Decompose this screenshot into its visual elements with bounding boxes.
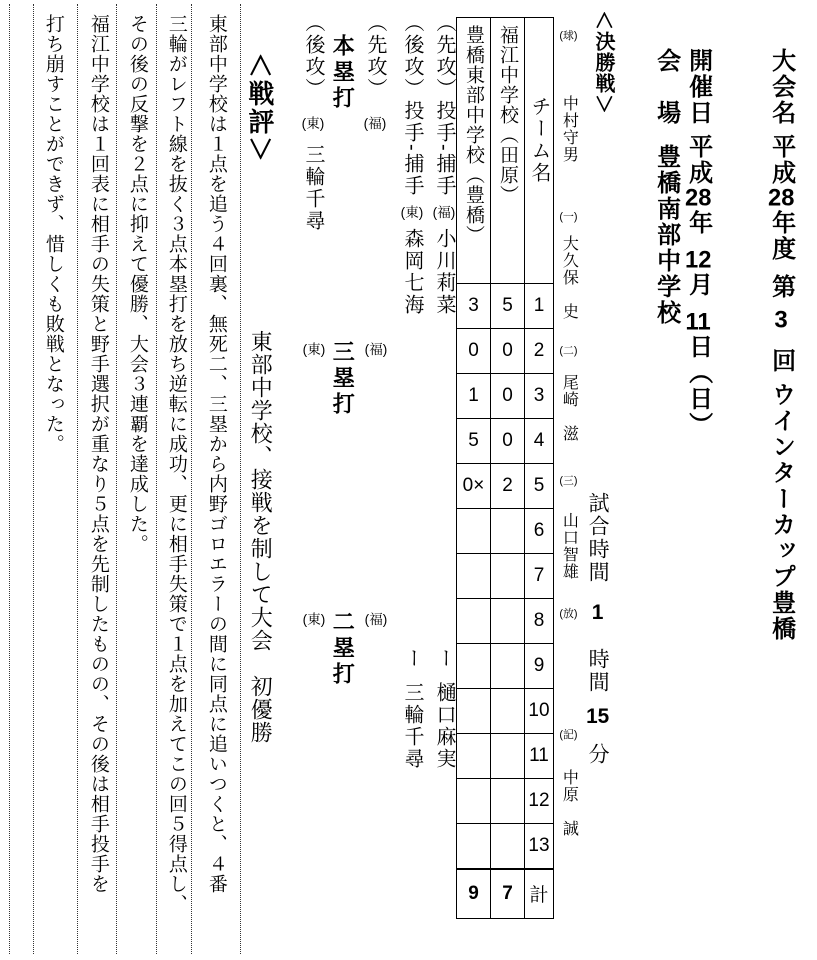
score-cell: 0 — [491, 419, 525, 464]
score-cell: 2 — [491, 464, 525, 509]
score-cell — [491, 644, 525, 689]
text-part: 日 — [684, 334, 712, 360]
triple-first-column — [364, 342, 387, 358]
score-cell: 1 — [457, 374, 491, 419]
team-mark-east: (東) — [301, 116, 325, 131]
score-cell: 0 — [457, 329, 491, 374]
divider-line — [240, 4, 241, 954]
inning-label: 5 — [525, 464, 554, 509]
score-cell — [457, 509, 491, 554]
score-cell — [457, 734, 491, 779]
date-weekday: （日） — [684, 360, 712, 438]
game-duration-label: 試合時間 — [586, 492, 610, 584]
text-part: 月 — [684, 272, 712, 298]
team-name-cell-fukue — [491, 18, 525, 284]
date-year: 28 — [685, 186, 712, 210]
team-mark-east: (東) — [302, 612, 326, 627]
inning-label: 10 — [525, 689, 554, 734]
text-part: 時間 — [586, 648, 610, 694]
official-role: (球) — [559, 30, 578, 42]
pitcher-name: 森岡七海 — [401, 228, 423, 317]
team-mark-fukue: (福) — [432, 204, 456, 220]
inning-label: 11 — [525, 734, 554, 779]
review-headline: 東部中学校、接戦を制して大会 初優勝 — [248, 330, 274, 744]
tournament-number: 3 — [774, 308, 788, 332]
review-line-2: 三輪がレフト線を抜く３点本塁打を放ち逆転に成功、更に相手失策で１点を加えてこの回５得点し、 — [165, 14, 187, 914]
score-cell — [491, 779, 525, 824]
text-part: 年 — [684, 210, 712, 236]
catcher-name: 樋口麻実 — [433, 682, 455, 770]
homerun-second-column — [301, 12, 324, 232]
inning-label: 1 — [525, 284, 554, 329]
game-duration-line — [585, 492, 609, 766]
official-name: 中村守男 — [560, 94, 578, 163]
score-cell: 0 — [491, 329, 525, 374]
team-name-fukue: 福江中学校（田原） — [497, 25, 518, 205]
score-cell: 0 — [491, 374, 525, 419]
official-name: 大久保 史 — [560, 235, 578, 320]
inning-label: 3 — [525, 374, 554, 419]
official-role: (三) — [559, 474, 578, 487]
score-cell — [457, 689, 491, 734]
double-first-column — [364, 612, 387, 628]
team-mark-fukue: (福) — [363, 116, 387, 131]
venue-line — [652, 48, 680, 326]
date-day: 11 — [685, 310, 711, 334]
divider-line — [116, 4, 117, 954]
game-duration-hours: 1 — [591, 602, 604, 623]
review-line-3: その後の反撃を２点に抑えて優勝、大会３連覇を達成した。 — [126, 14, 148, 554]
tournament-year: 28 — [768, 186, 795, 210]
double-second-column — [302, 612, 325, 628]
inning-label: 9 — [525, 644, 554, 689]
text-part: 第 — [767, 274, 795, 300]
battery-second-catcher — [400, 648, 423, 770]
double-label: 二塁打 — [330, 610, 356, 688]
tournament-label: 大会名 — [767, 48, 795, 126]
official-role: (一) — [559, 210, 578, 223]
team-name-east: 豊橋東部中学校（豊橋） — [463, 25, 484, 245]
score-cell — [491, 824, 525, 869]
tournament-title-line — [767, 48, 795, 642]
final-match-heading: ＜決勝戦＞ — [592, 10, 614, 115]
total-cell-fukue: 7 — [491, 869, 525, 919]
inning-label: 4 — [525, 419, 554, 464]
text-part: 回 — [767, 348, 795, 374]
score-cell — [491, 734, 525, 779]
score-cell — [457, 554, 491, 599]
score-cell: 3 — [457, 284, 491, 329]
score-cell: 5 — [457, 419, 491, 464]
score-cell — [457, 779, 491, 824]
score-cell — [457, 599, 491, 644]
pitcher-name: 小川莉菜 — [433, 228, 455, 317]
divider-line — [33, 4, 34, 954]
team-mark-east: (東) — [400, 204, 424, 220]
score-cell — [457, 644, 491, 689]
team-mark-fukue: (福) — [364, 612, 388, 627]
official-role: (放) — [559, 608, 578, 620]
tournament-name: ウインターカップ豊橋 — [767, 382, 795, 642]
team-header-cell — [525, 18, 554, 284]
official-role: (二) — [559, 345, 578, 357]
official-role: (記) — [559, 728, 578, 741]
homerun-label: 本塁打 — [330, 34, 356, 112]
catcher-name: 三輪千尋 — [401, 682, 423, 770]
review-line-4: 福江中学校は１回表に相手の失策と野手選択が重なり５点を先制したものの、その後は相手投手を — [87, 14, 109, 894]
team-header-label: チーム名 — [528, 96, 550, 184]
team-mark-fukue: (福) — [364, 342, 388, 357]
team-mark-east: (東) — [302, 342, 326, 357]
date-month: 12 — [685, 248, 712, 272]
team-name-cell-east — [457, 18, 491, 284]
score-cell — [491, 599, 525, 644]
score-cell — [491, 554, 525, 599]
text-part: 年度 — [767, 210, 795, 262]
battery-first-attack — [432, 12, 455, 316]
inning-label: 12 — [525, 779, 554, 824]
triple-label: 三塁打 — [330, 340, 356, 418]
divider-line — [9, 4, 10, 954]
battery-second-attack — [400, 12, 423, 316]
officials-list — [559, 30, 577, 837]
inning-label: 2 — [525, 329, 554, 374]
venue-label: 会 場 — [652, 48, 680, 126]
battery-header: （後攻）投手-捕手 — [401, 12, 423, 197]
homerun-hitter: 三輪千尋 — [302, 143, 324, 232]
total-cell-east: 9 — [457, 869, 491, 919]
official-name: 山口智雄 — [560, 512, 578, 580]
battery-dash: ー — [433, 648, 455, 670]
official-name: 尾崎 滋 — [560, 373, 578, 442]
battery-first-catcher — [432, 648, 455, 770]
official-name: 中原 誠 — [560, 769, 578, 837]
divider-line — [77, 4, 78, 954]
battery-dash: ー — [401, 648, 423, 670]
divider-line — [156, 4, 157, 954]
score-cell: 5 — [491, 284, 525, 329]
game-duration-minutes: 15 — [586, 706, 610, 727]
venue-name: 豊橋南部中学校 — [652, 144, 680, 326]
total-label: 計 — [525, 869, 554, 919]
text-part: 分 — [586, 743, 610, 766]
review-line-1: 東部中学校は１点を追う４回裏、無死二、三塁から内野ゴロエラーの間に同点に追いつくと、４番 — [205, 14, 227, 894]
score-cell — [491, 689, 525, 734]
date-label: 開催日 — [684, 48, 712, 126]
divider-line — [191, 4, 192, 954]
inning-label: 6 — [525, 509, 554, 554]
text-part: 平成 — [684, 134, 712, 186]
event-date-line — [684, 48, 712, 438]
triple-second-column — [302, 342, 325, 358]
score-cell — [457, 824, 491, 869]
review-line-5: 打ち崩すことができず、惜しくも敗戦となった。 — [42, 14, 64, 454]
homerun-first-column — [363, 12, 386, 132]
text-part: 平成 — [767, 134, 795, 186]
score-cell — [491, 509, 525, 554]
battery-header: （先攻）投手-捕手 — [433, 12, 455, 197]
attack-header: （先攻） — [364, 12, 386, 100]
attack-header: （後攻） — [302, 12, 324, 100]
score-cell: 0× — [457, 464, 491, 509]
review-heading: ＜戦評＞ — [244, 52, 275, 165]
inning-label: 13 — [525, 824, 554, 869]
inning-label: 8 — [525, 599, 554, 644]
inning-label: 7 — [525, 554, 554, 599]
scoreboard-table — [456, 17, 554, 919]
